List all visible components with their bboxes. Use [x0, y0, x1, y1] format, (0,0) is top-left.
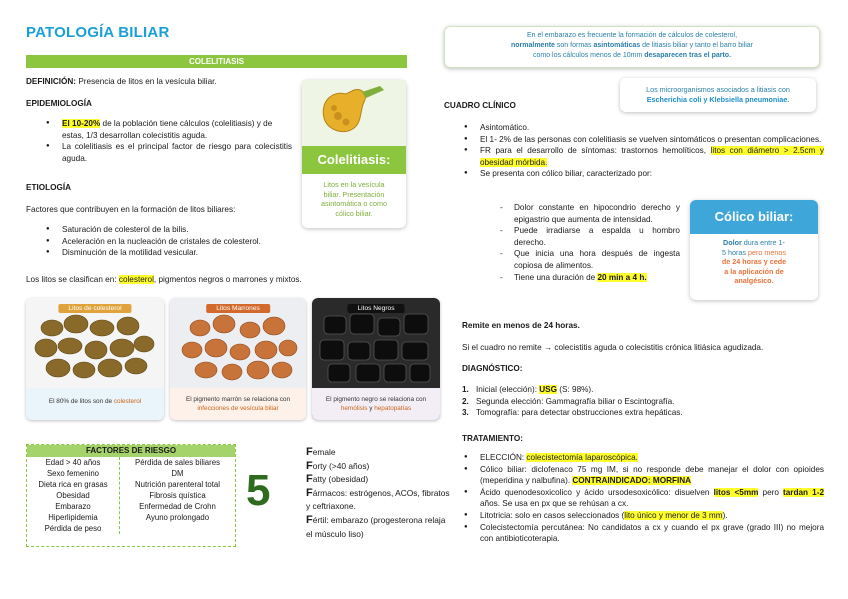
cuadro-heading: CUADRO CLÍNICO	[444, 101, 516, 110]
colico-card	[690, 200, 818, 300]
photo-header: Litos Marrones	[206, 304, 270, 313]
list-item: ● El 1- 2% de las personas con colelitiasis se vuelven sintomáticos o presentan complicaciones.	[458, 134, 824, 146]
no-remite-text: Si el cuadro no remite → colecistitis aguda o colecistitis crónica litiásica agudizada.	[462, 343, 764, 352]
tratamiento-list	[458, 452, 824, 545]
list-item: Fatty (obesidad)	[306, 473, 369, 486]
five-f-number: 5	[246, 466, 271, 515]
list-item: - Dolor constante en hipocondrio derecho y epigastrio que aumenta de intensidad.	[496, 202, 680, 225]
list-item: 1. Inicial (elección): USG (S: 98%).	[462, 385, 594, 394]
list-item: - Que inicia una hora después de ingesta copiosa de alimentos.	[496, 248, 680, 271]
list-item: ● Disminución de la motilidad vesicular.	[40, 247, 300, 259]
photo-caption: El pigmento marrón se relaciona con infecciones de vesícula biliar	[185, 396, 291, 412]
five-f-list	[306, 446, 454, 541]
list-item: ● La colelitiasis es el principal factor de riesgo para colecistitis aguda.	[40, 141, 292, 164]
photo-header: Litos de colesterol	[58, 304, 131, 313]
diagnostico-heading: DIAGNÓSTICO:	[462, 364, 523, 373]
embarazo-card: En el embarazo es frecuente la formación de cálculos de colesterol, normalmente son formas asintomáticas de litiasis biliar y tanto el barro biliar como los cálculos menos de 10mm desaparecen tras el parto.	[444, 26, 820, 68]
list-item: 3. Tomografía: para detectar obstrucciones extra hepáticas.	[462, 408, 683, 418]
etiologia-heading: ETIOLOGÍA	[26, 183, 72, 192]
definicion: DEFINICIÓN: Presencia de litos en la vesícula biliar.	[26, 77, 217, 86]
list-item: - Tiene una duración de 20 min a 4 h.	[496, 272, 680, 284]
diagnostico-list	[462, 384, 822, 419]
photo-caption: El pigmento negro se relaciona con hemólisis y hepatopatías	[325, 396, 427, 412]
list-item: Fármacos: estrógenos, ACOs, fibratos y ceftriaxone.	[306, 486, 450, 512]
colelitiasis-card	[302, 80, 406, 228]
list-item: - Puede irradiarse a espalda u hombro derecho.	[496, 225, 680, 248]
page-title: PATOLOGÍA BILIAR	[26, 24, 170, 41]
photo-header: Litos Negros	[347, 304, 404, 313]
gallbladder-icon	[302, 80, 406, 146]
photo-litos-colesterol	[26, 298, 164, 420]
photo-litos-marrones	[170, 298, 306, 420]
remite-text: Remite en menos de 24 horas.	[462, 321, 580, 330]
epidemiologia-list	[40, 118, 292, 164]
factores-riesgo-heading: FACTORES DE RIESGO	[27, 445, 235, 457]
epidemiologia-heading: EPIDEMIOLOGÍA	[26, 99, 92, 108]
list-item: ● Se presenta con cólico biliar, caracterizado por:	[458, 168, 824, 180]
factores-col1: Edad > 40 años Sexo femenino Dieta rica en grasas Obesidad Embarazo Hiperlipidemia Pérdida de peso	[27, 457, 120, 534]
colico-sublist	[496, 202, 680, 283]
list-item: ● FR para el desarrollo de síntomas: trastornos hemolíticos, litos con diámetro > 2.5cm y obesidad mórbida.	[458, 145, 824, 168]
factores-col2: Pérdida de sales biliares DM Nutrición parenteral total Fibrosis quística Enfermedad de Crohn Ayuno prolongado	[135, 458, 220, 522]
photo-litos-negros	[312, 298, 440, 420]
colelitiasis-card-text: Litos en la vesícula biliar. Presentación asintomática o como cólico biliar.	[321, 180, 387, 218]
list-item: ● Ácido quenodesoxicolico y ácido ursodesoxicólico: disuelven litos <5mm pero tardan 1-2 años. Se usa en px que se rehúsan a cx.	[458, 487, 824, 510]
colelitiasis-card-title: Colelitiasis:	[302, 146, 406, 174]
colico-card-text: Dolor dura entre 1- 5 horas pero menos de 24 horas y cede a la aplicación de analgésico.	[721, 238, 787, 285]
microorganismos-card: Los microorganismos asociados a litiasis con Escherichia coli y Klebsiella pneumoniae.	[620, 78, 816, 112]
list-item: ● Litotricia: solo en casos seleccionados (lito único y menor de 3 mm).	[458, 510, 824, 522]
cuadro-list	[458, 122, 824, 180]
tratamiento-heading: TRATAMIENTO:	[462, 434, 523, 443]
list-item: ● Aceleración en la nucleación de cristales de colesterol.	[40, 236, 300, 248]
etiologia-intro: Factores que contribuyen en la formación de litos biliares:	[26, 205, 236, 214]
list-item: Forty (>40 años)	[306, 459, 370, 472]
list-item: ● Colecistectomía percutánea: No candidatos a cx y cuando el px grave (grado III) no mejora con antibioticoterapia.	[458, 522, 824, 545]
list-item: ● Cólico biliar: diclofenaco 75 mg IM, si no responde debe manejar el dolor con opioides (meperidina y nalbufina). CONTRAINDICADO: MORFINA	[458, 464, 824, 487]
list-item: ● ELECCIÓN: colecistectomía laparoscópica.	[458, 452, 824, 464]
factores-riesgo-box	[26, 444, 236, 547]
list-item: 2. Segunda elección: Gammagrafía biliar o Escintografía.	[462, 396, 675, 406]
list-item: ● Asintomático.	[458, 122, 824, 134]
list-item: ● Saturación de colesterol de la bilis.	[40, 224, 300, 236]
etiologia-list	[40, 224, 300, 259]
list-item: ● El 10-20% de la población tiene cálculos (colelitiasis) y de estas, 1/3 desarrollan colecistitis aguda.	[40, 118, 292, 141]
list-item: Fértil: embarazo (progesterona relaja el músculo liso)	[306, 513, 446, 539]
colico-card-title: Cólico biliar:	[690, 200, 818, 234]
section-banner: COLELITIASIS	[26, 55, 407, 68]
list-item: Female	[306, 446, 336, 458]
photo-caption: El 80% de litos son de colesterol	[48, 398, 142, 405]
clasificacion: Los litos se clasifican en: colesterol, pigmentos negros o marrones y mixtos.	[26, 275, 302, 284]
